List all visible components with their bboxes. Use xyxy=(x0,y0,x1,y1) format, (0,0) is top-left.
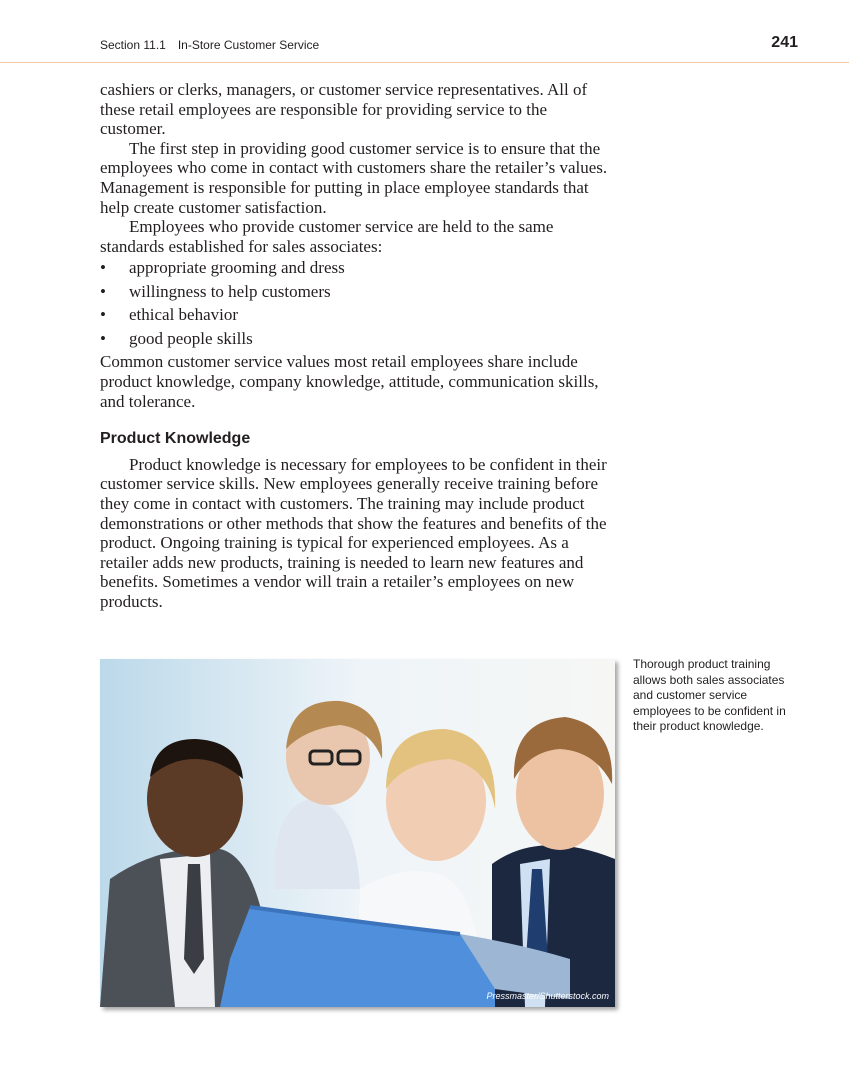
subheading-product-knowledge: Product Knowledge xyxy=(100,430,251,448)
figure-caption: Thorough product training allows both sales associates and customer service employees to be confident in their product knowledge. xyxy=(633,657,786,733)
standards-list xyxy=(100,258,616,352)
paragraph-5: Product knowledge is necessary for employees to be confident in their customer service skills. New employees generally receive training before they come in contact with customers. The training may include product demonstrations or other methods that show the features and benefits of the product. Ongoing training is typical for experienced employees. As a retailer adds new products, training is needed to learn new features and benefits. Sometimes a vendor will train a retailer’s employees on new products. xyxy=(100,454,607,611)
page-number: 241 xyxy=(771,34,798,51)
list-item-text: ethical behavior xyxy=(129,305,239,325)
running-head xyxy=(100,38,319,52)
section-title: In-Store Customer Service xyxy=(177,38,320,52)
paragraph-2: The first step in providing good customer service is to ensure that the employees who come in contact with customers share the retailer’s values. Management is responsible for putting in place employee standards that help create customer satisfaction. xyxy=(100,138,608,217)
page-header xyxy=(0,0,849,63)
list-item xyxy=(100,329,616,353)
list-item xyxy=(100,305,616,329)
bullet-icon: • xyxy=(100,328,106,348)
photo-illustration xyxy=(100,659,615,1007)
paragraph-3: Employees who provide customer service are held to the same standards established for sales associates: xyxy=(100,217,554,256)
paragraph-4: Common customer service values most retail employees share include product knowledge, company knowledge, attitude, communication skills, and tolerance. xyxy=(100,352,599,411)
training-photo xyxy=(100,659,615,1007)
section-number: Section 11.1 xyxy=(100,38,166,52)
list-item-text: appropriate grooming and dress xyxy=(129,258,345,278)
bullet-icon: • xyxy=(100,305,106,325)
paragraph-1: cashiers or clerks, managers, or customer service representatives. All of these retail employees are responsible for providing service to the customer. xyxy=(100,80,588,139)
list-item-text: willingness to help customers xyxy=(129,281,331,301)
body-text xyxy=(100,80,616,611)
bullet-icon: • xyxy=(100,281,106,301)
list-item xyxy=(100,258,616,282)
list-item xyxy=(100,282,616,306)
bullet-icon: • xyxy=(100,258,106,278)
list-item-text: good people skills xyxy=(129,328,253,348)
photo-credit: Pressmaster/Shutterstock.com xyxy=(486,991,609,1001)
